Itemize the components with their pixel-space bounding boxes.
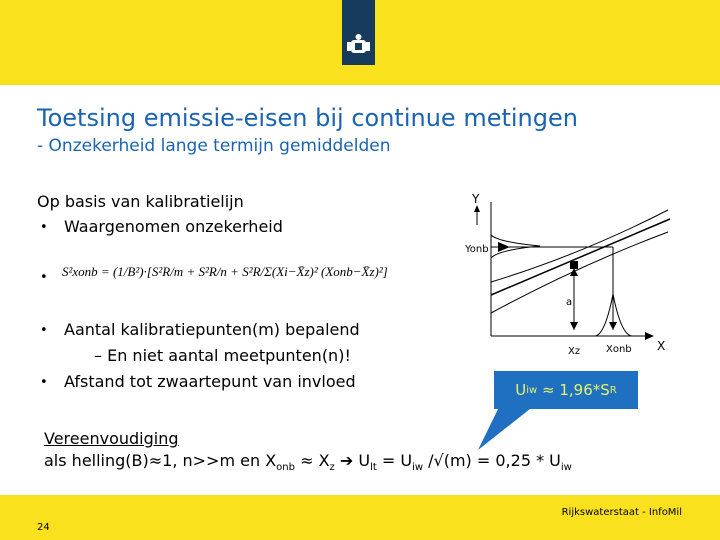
simplification-heading: Vereenvoudiging: [44, 429, 179, 448]
bullet-icon: •: [40, 270, 48, 285]
bullet-waargenomen: Waargenomen onzekerheid: [64, 217, 283, 236]
a-label: a: [566, 297, 573, 308]
page-number: 24: [37, 522, 50, 533]
xz-label: Xz: [568, 346, 581, 357]
bullet-icon: •: [40, 323, 48, 338]
callout-s-sub: R: [609, 384, 617, 396]
s-b: ≈ X: [294, 451, 330, 470]
bullet-afstand: Afstand tot zwaartepunt van invloed: [64, 372, 356, 391]
rijksoverheid-logo: [342, 0, 375, 65]
yonb-label: Yonb: [465, 244, 489, 255]
slide-subtitle: - Onzekerheid lange termijn gemiddelden: [37, 136, 391, 156]
callout-rest: ≈ 1,96*S: [537, 381, 610, 399]
s-d: = U: [376, 451, 413, 470]
s-iw2: iw: [560, 462, 572, 474]
uncertainty-formula: S²xonb = (1/B²)·[S²R/m + S²R/n + S²R/Σ(Xi−X̄z)² (Xonb−X̄z)²]: [62, 264, 388, 279]
bullet-icon: •: [40, 375, 48, 390]
bullet-icon: •: [40, 220, 48, 235]
subbullet-meetpunten: – En niet aantal meetpunten(n)!: [94, 346, 351, 365]
footer-org: Rijkswaterstaat - InfoMil: [561, 507, 682, 518]
x-axis-label: X: [657, 339, 666, 353]
callout-u: U: [515, 381, 527, 399]
s-lt: lt: [370, 462, 377, 474]
s-a: als helling(B)≈1, n>>m en X: [44, 451, 277, 470]
bullet-kalibratiepunten: Aantal kalibratiepunten(m) bepalend: [64, 320, 360, 339]
s-iw: iw: [412, 462, 424, 474]
uiw-callout: [494, 371, 638, 409]
s-e: /√(m) = 0,25 * U: [423, 451, 561, 470]
simplification-formula: [44, 451, 572, 473]
callout-u-sub: iw: [526, 384, 538, 396]
s-z: z: [329, 462, 335, 474]
s-onb: onb: [276, 462, 295, 474]
slide-title: Toetsing emissie-eisen bij continue metingen: [37, 104, 578, 132]
xonb-label: Xonb: [606, 344, 632, 355]
callout-pointer: [470, 405, 550, 455]
s-c: ➔ U: [334, 451, 371, 470]
calibration-diagram: [460, 180, 680, 370]
y-axis-label: Y: [472, 192, 480, 206]
intro-text: Op basis van kalibratielijn: [37, 192, 244, 211]
